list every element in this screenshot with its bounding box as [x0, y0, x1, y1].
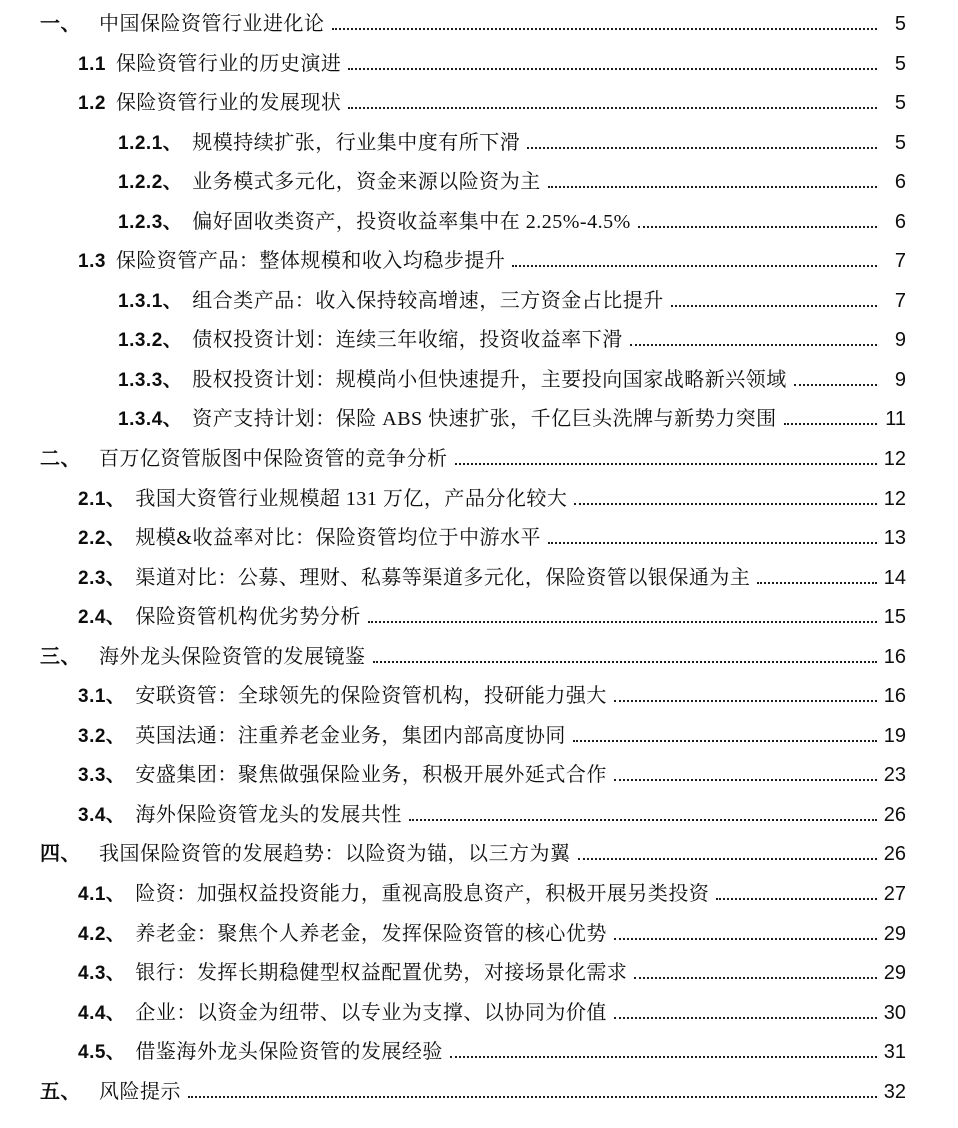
dot-leader: [512, 265, 877, 267]
page-number: 29: [883, 962, 906, 985]
toc-entry-title: 养老金：聚焦个人养老金，发挥保险资管的核心优势: [135, 922, 607, 945]
dot-leader: [614, 700, 877, 702]
toc-entry-number: 4.5、: [78, 1042, 126, 1064]
toc-entry[interactable]: [0, 440, 958, 480]
toc-entry[interactable]: [0, 480, 958, 520]
toc-entry[interactable]: [0, 242, 958, 282]
page-number: 30: [883, 1001, 906, 1024]
dot-leader: [716, 898, 877, 900]
toc-entry-title: 业务模式多元化，资金来源以险资为主: [192, 171, 541, 194]
toc-entry-number: 4.1、: [78, 884, 126, 906]
toc-entry[interactable]: [0, 124, 958, 164]
toc-entry-title: 我国大资管行业规模超 131 万亿，产品分化较大: [135, 487, 568, 510]
dot-leader: [573, 740, 877, 742]
dot-leader: [527, 147, 877, 149]
toc-entry-number: 1.2.2、: [118, 172, 183, 194]
toc-entry[interactable]: [0, 796, 958, 836]
toc-entry-number: 3.3、: [78, 765, 126, 787]
toc-entry[interactable]: [0, 638, 958, 678]
page-number: 26: [883, 803, 906, 826]
dot-leader: [450, 1056, 877, 1058]
page-number: 19: [883, 724, 906, 747]
dot-leader: [794, 384, 877, 386]
dot-leader: [188, 1096, 877, 1098]
toc-entry[interactable]: [0, 45, 958, 85]
toc-entry-title: 债权投资计划：连续三年收缩，投资收益率下滑: [192, 329, 623, 352]
toc-entry-title: 中国保险资管行业进化论: [99, 13, 325, 35]
toc-entry[interactable]: [0, 756, 958, 796]
toc-entry-number: 1.3.3、: [118, 369, 183, 391]
toc-entry[interactable]: [0, 203, 958, 243]
toc-entry[interactable]: [0, 282, 958, 322]
toc-entry[interactable]: [0, 1073, 958, 1113]
page-number: 12: [883, 487, 906, 510]
page-number: 5: [894, 131, 906, 154]
toc-entry[interactable]: [0, 875, 958, 915]
toc-entry[interactable]: [0, 717, 958, 757]
page-number: 12: [883, 448, 906, 471]
toc-entry-number: 1.2: [78, 93, 106, 115]
toc-entry-title: 企业：以资金为纽带、以专业为支撑、以协同为价值: [135, 1001, 607, 1024]
dot-leader: [348, 107, 877, 109]
toc-entry[interactable]: [0, 163, 958, 203]
toc-entry-number: 3.1、: [78, 686, 126, 708]
toc-entry[interactable]: [0, 361, 958, 401]
toc-entry-title: 百万亿资管版图中保险资管的竞争分析: [99, 448, 448, 471]
page-number: 5: [894, 52, 906, 75]
dot-leader: [368, 621, 877, 623]
dot-leader: [614, 1017, 877, 1019]
toc-entry-title: 组合类产品：收入保持较高增速，三方资金占比提升: [192, 289, 664, 312]
dot-leader: [373, 661, 878, 663]
toc-entry-title: 借鉴海外龙头保险资管的发展经验: [135, 1041, 443, 1064]
page-number: 27: [883, 883, 906, 906]
toc-entry-title: 渠道对比：公募、理财、私募等渠道多元化，保险资管以银保通为主: [135, 566, 751, 589]
dot-leader: [409, 819, 877, 821]
toc-entry[interactable]: [0, 598, 958, 638]
toc-entry-number: 四、: [40, 843, 81, 866]
dot-leader: [548, 186, 877, 188]
toc-entry[interactable]: [0, 915, 958, 955]
page-number: 9: [894, 329, 906, 352]
toc-entry[interactable]: [0, 954, 958, 994]
dot-leader: [757, 582, 877, 584]
toc-entry-title: 英国法通：注重养老金业务，集团内部高度协同: [135, 724, 566, 747]
page-number: 7: [894, 289, 906, 312]
toc-entry-number: 2.3、: [78, 567, 126, 589]
page-number: 32: [883, 1080, 906, 1103]
toc-entry-number: 2.2、: [78, 528, 126, 550]
toc-entry-number: 1.3: [78, 251, 106, 273]
dot-leader: [332, 28, 878, 30]
toc-entry-title: 保险资管行业的历史演进: [115, 52, 342, 75]
toc-entry-number: 3.2、: [78, 725, 126, 747]
page-number: 6: [894, 171, 906, 194]
dot-leader: [630, 344, 877, 346]
toc-entry-title: 规模持续扩张，行业集中度有所下滑: [192, 131, 521, 154]
toc-entry-title: 保险资管产品：整体规模和收入均稳步提升: [115, 250, 506, 273]
toc-entry-title: 海外龙头保险资管的发展镜鉴: [99, 645, 366, 668]
toc-entry-number: 1.1: [78, 53, 106, 75]
toc-entry-number: 1.2.3、: [118, 211, 183, 233]
page-number: 6: [894, 210, 906, 233]
toc-entry-number: 2.1、: [78, 488, 126, 510]
toc-entry-title: 资产支持计划：保险 ABS 快速扩张，千亿巨头洗牌与新势力突围: [192, 408, 777, 431]
toc-entry-number: 1.2.1、: [118, 132, 183, 154]
dot-leader: [634, 977, 877, 979]
page-number: 5: [894, 92, 906, 115]
page-number: 29: [883, 922, 906, 945]
toc-entry-number: 1.3.2、: [118, 330, 183, 352]
toc-entry-title: 险资：加强权益投资能力，重视高股息资产，积极开展另类投资: [135, 883, 710, 906]
page-number: 5: [894, 13, 906, 35]
toc-entry[interactable]: [0, 994, 958, 1034]
toc-entry[interactable]: [0, 559, 958, 599]
toc-entry-number: 1.3.1、: [118, 290, 183, 312]
toc-entry[interactable]: [0, 400, 958, 440]
page-number: 26: [883, 843, 906, 866]
toc-entry-number: 1.3.4、: [118, 409, 183, 431]
page-number: 23: [883, 764, 906, 787]
dot-leader: [348, 68, 877, 70]
toc-entry-title: 安联资管：全球领先的保险资管机构，投研能力强大: [135, 685, 607, 708]
page-number: 15: [883, 606, 906, 629]
page-number: 14: [883, 566, 906, 589]
toc-entry-title: 银行：发挥长期稳健型权益配置优势，对接场景化需求: [135, 962, 628, 985]
toc-entry[interactable]: [0, 677, 958, 717]
dot-leader: [614, 779, 877, 781]
page-number: 9: [894, 368, 906, 391]
dot-leader: [574, 503, 877, 505]
toc-entry[interactable]: [0, 321, 958, 361]
toc-entry-number: 五、: [40, 1080, 81, 1103]
toc-entry-number: 4.4、: [78, 1002, 126, 1024]
toc-entry[interactable]: [0, 84, 958, 124]
toc-entry-title: 海外保险资管龙头的发展共性: [135, 803, 402, 826]
page-number: 7: [894, 250, 906, 273]
toc-entry-number: 3.4、: [78, 804, 126, 826]
dot-leader: [455, 463, 878, 465]
page-number: 16: [883, 645, 906, 668]
toc-entry-number: 2.4、: [78, 607, 126, 629]
toc-entry-title: 风险提示: [99, 1080, 181, 1103]
toc-entry-number: 二、: [40, 448, 81, 471]
dot-leader: [784, 423, 877, 425]
toc-entry-title: 保险资管机构优劣势分析: [135, 606, 361, 629]
toc-entry-title: 规模&收益率对比：保险资管均位于中游水平: [135, 527, 541, 550]
toc-entry-number: 三、: [40, 645, 81, 668]
dot-leader: [578, 858, 878, 860]
toc-entry-number: 4.2、: [78, 923, 126, 945]
toc-entry-title: 偏好固收类资产，投资收益率集中在 2.25%-4.5%: [192, 210, 631, 233]
toc-entry-number: 4.3、: [78, 963, 126, 985]
dot-leader: [671, 305, 877, 307]
toc-entry-title: 我国保险资管的发展趋势：以险资为锚，以三方为翼: [99, 843, 571, 866]
toc-entry[interactable]: [0, 835, 958, 875]
page-number: 31: [883, 1041, 906, 1064]
dot-leader: [614, 938, 877, 940]
dot-leader: [548, 542, 877, 544]
dot-leader: [638, 226, 877, 228]
page-number: 11: [885, 408, 906, 431]
toc-entry-title: 保险资管行业的发展现状: [115, 92, 342, 115]
page-number: 16: [883, 685, 906, 708]
page-number: 13: [883, 527, 906, 550]
toc-entry-number: 一、: [40, 13, 81, 35]
toc-entry[interactable]: [0, 5, 958, 45]
toc-entry-title: 股权投资计划：规模尚小但快速提升，主要投向国家战略新兴领域: [192, 368, 787, 391]
toc-entry-title: 安盛集团：聚焦做强保险业务，积极开展外延式合作: [135, 764, 607, 787]
toc-entry[interactable]: [0, 1033, 958, 1073]
toc-entry[interactable]: [0, 519, 958, 559]
